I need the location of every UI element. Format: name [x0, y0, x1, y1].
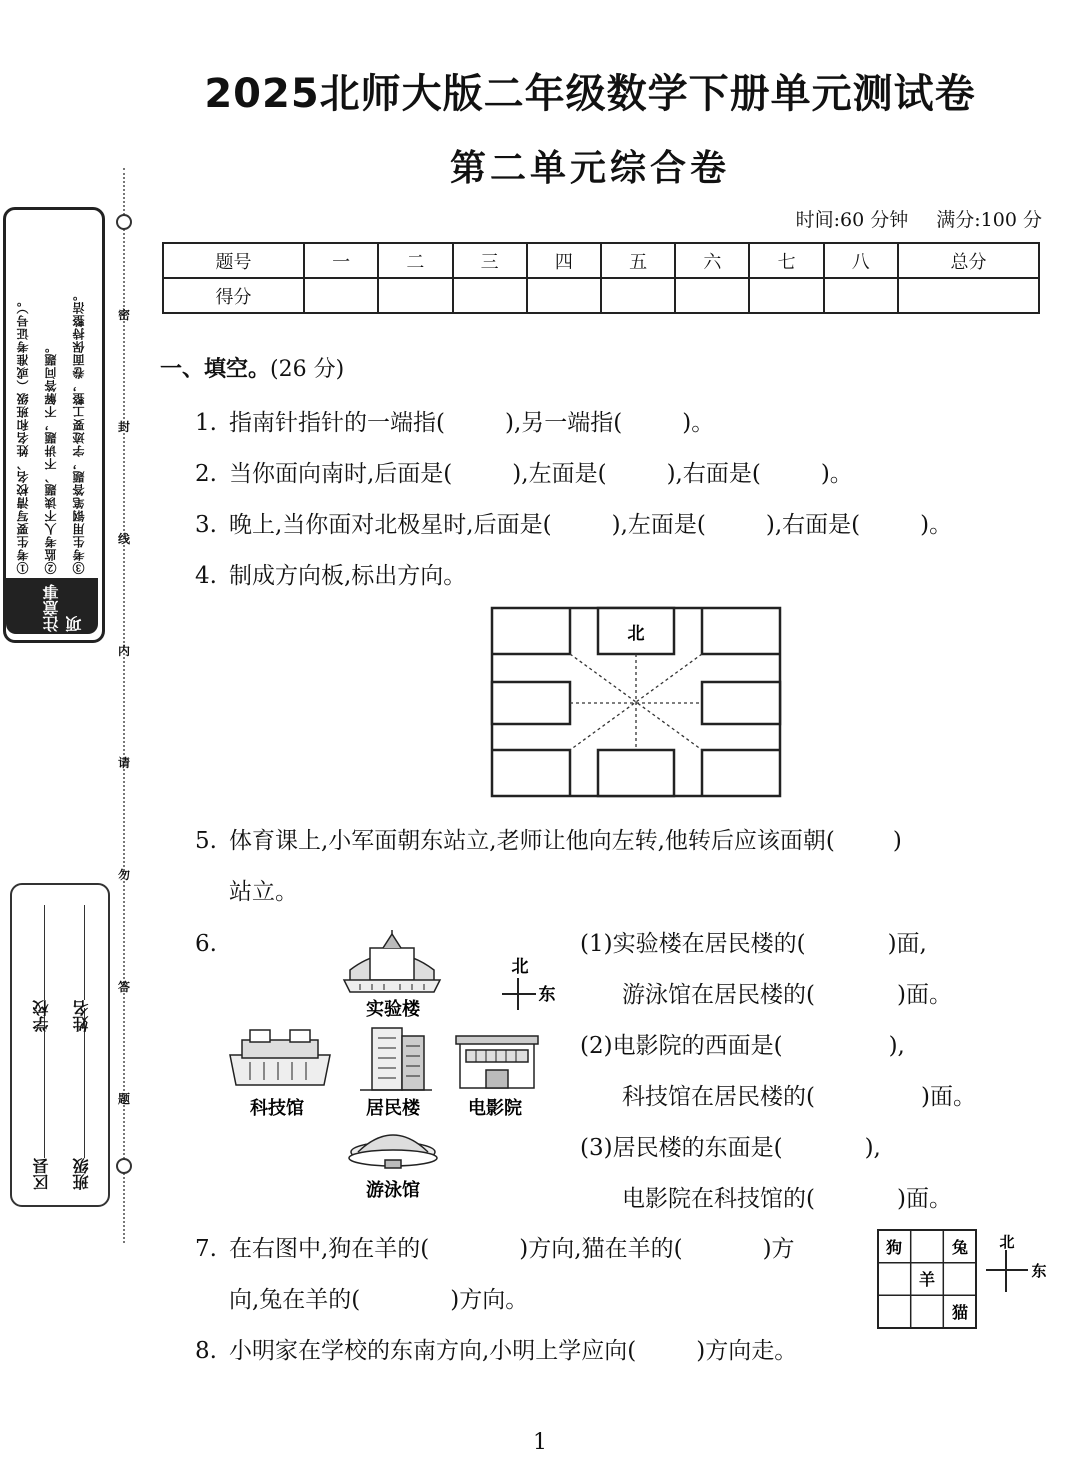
seal-char: 请: [118, 756, 131, 770]
question-number: 1.: [195, 410, 217, 436]
question-text: ),左面是(: [512, 461, 607, 487]
board-slot-south[interactable]: [598, 750, 674, 796]
grid-cat: 猫: [951, 1303, 969, 1322]
score-cell: 二: [378, 243, 452, 278]
score-cell: 得分: [163, 278, 304, 313]
seal-ring: [116, 214, 132, 230]
section-title: 一、填空。: [160, 356, 271, 382]
name-line[interactable]: [84, 905, 85, 1000]
q6-part3-line2: [622, 1180, 952, 1213]
field-name-label: 姓名: [72, 1000, 91, 1032]
exam-title: 2025北师大版二年级数学下册单元测试卷: [204, 71, 976, 117]
question-5-line2: 站立。: [229, 879, 298, 905]
compass-north: 北: [511, 957, 529, 977]
score-cell: 五: [601, 243, 675, 278]
question-text: (1)实验楼在居民楼的(: [580, 931, 806, 957]
student-info-box: [10, 883, 110, 1207]
seal-char: 密: [118, 308, 131, 322]
score-input-cell[interactable]: [453, 278, 527, 313]
seal-char: 封: [118, 420, 131, 434]
question-text: ),右面是(: [765, 512, 861, 538]
question-number: 3.: [195, 512, 217, 538]
score-cell: 题号: [163, 243, 304, 278]
seal-char: 答: [118, 980, 131, 994]
question-4: [195, 557, 466, 590]
score-input-cell[interactable]: [304, 278, 378, 313]
score-table: [162, 242, 1040, 314]
exam-subtitle: 第二单元综合卷: [449, 148, 730, 189]
score-input-cell[interactable]: [378, 278, 452, 313]
question-text: )方向。: [450, 1287, 529, 1313]
building-map: [220, 930, 565, 1205]
score-cell: 七: [749, 243, 823, 278]
question-text: )。: [820, 461, 853, 487]
score-input-cell[interactable]: [675, 278, 749, 313]
question-text: 制成方向板,标出方向。: [229, 563, 467, 589]
swimming-pool-label: 游泳馆: [366, 1180, 420, 1201]
section-points: (26 分): [270, 357, 345, 382]
score-cell: 三: [453, 243, 527, 278]
question-text: )方: [762, 1236, 795, 1262]
question-text: ): [892, 828, 902, 854]
question-text: ),另一端指(: [504, 410, 623, 436]
residential-building-label: 居民楼: [366, 1098, 420, 1119]
question-text: 小明家在学校的东南方向,小明上学应向(: [229, 1338, 637, 1364]
question-text: 当你面向南时,后面是(: [229, 461, 453, 487]
score-table-header-row: [163, 243, 1039, 278]
score-input-cell[interactable]: [527, 278, 601, 313]
question-7: [195, 1230, 795, 1263]
score-input-cell[interactable]: [898, 278, 1039, 313]
grid-sheep: 羊: [918, 1270, 936, 1289]
q6-part2-line2: [622, 1078, 976, 1111]
tech-museum-label: 科技馆: [250, 1098, 304, 1119]
seal-line: [123, 168, 125, 1243]
question-number: 2.: [195, 461, 217, 487]
seal-char: 线: [118, 532, 131, 546]
question-1: [195, 404, 714, 437]
compass-east: 东: [538, 985, 556, 1005]
lab-building-label: 实验楼: [366, 999, 420, 1020]
board-slot-west[interactable]: [492, 682, 570, 724]
seal-char: 勿: [118, 868, 131, 882]
residential-building-icon: [360, 1028, 432, 1090]
question-text: 游泳馆在居民楼的(: [622, 982, 815, 1008]
grid-compass-north: 北: [999, 1233, 1015, 1251]
question-text: (3)居民楼的东面是(: [580, 1135, 783, 1161]
question-text: )。: [920, 512, 953, 538]
question-number: 5.: [195, 828, 217, 854]
question-7-line2: [229, 1281, 528, 1314]
note-item: ②监考人不读题、不讲题，不解答问题。: [44, 340, 58, 574]
question-text: 指南针指针的一端指(: [229, 410, 445, 436]
question-5: [195, 822, 902, 855]
q6-part1-line1: [580, 925, 927, 958]
score-input-cell[interactable]: [824, 278, 898, 313]
compass-icon: [502, 978, 536, 1010]
score-cell: 八: [824, 243, 898, 278]
question-number: 4.: [195, 563, 217, 589]
cinema-icon: [456, 1036, 538, 1088]
q6-part2-line1: [580, 1027, 905, 1060]
score-table-score-row: [163, 278, 1039, 313]
grid-dog: 狗: [885, 1238, 903, 1257]
question-text: 在右图中,狗在羊的(: [229, 1236, 430, 1262]
question-3: [195, 506, 952, 539]
grid-compass-icon: [986, 1250, 1028, 1292]
board-slot-east[interactable]: [702, 682, 780, 724]
notes-title-box: [6, 578, 98, 634]
page-number: 1: [533, 1430, 547, 1455]
question-text: )方向走。: [696, 1338, 798, 1364]
score-cell: 总分: [898, 243, 1039, 278]
score-cell: 四: [527, 243, 601, 278]
question-text: )方向,猫在羊的(: [519, 1236, 683, 1262]
note-item: ①考生要写清校名、姓名和班级（或准考证号）。: [16, 294, 30, 574]
score-input-cell[interactable]: [749, 278, 823, 313]
seal-char: 题: [118, 1092, 131, 1106]
score-cell: 一: [304, 243, 378, 278]
lab-building-icon: [344, 930, 440, 992]
q6-part1-line2: [622, 976, 952, 1009]
question-text: ),: [864, 1135, 881, 1161]
section-heading: [160, 352, 344, 383]
question-text: 向,兔在羊的(: [229, 1287, 361, 1313]
note-item: ③考生用钢笔答题，字迹要工整，卷面保持整洁。: [72, 288, 86, 574]
grid-compass-east: 东: [1031, 1262, 1047, 1280]
time-limit: 时间:60 分钟: [795, 209, 909, 231]
question-text: (2)电影院的西面是(: [580, 1033, 783, 1059]
board-north-label: 北: [627, 624, 645, 644]
question-text: )面。: [896, 982, 952, 1008]
field-class-label: 班级: [72, 1158, 91, 1190]
school-line[interactable]: [44, 905, 45, 1000]
question-text: )。: [682, 410, 715, 436]
question-text: 科技馆在居民楼的(: [622, 1084, 815, 1110]
seal-ring: [116, 1158, 132, 1174]
question-text: )面。: [896, 1186, 952, 1212]
field-school-label: 学校: [32, 1000, 51, 1032]
animal-grid: [876, 1228, 1056, 1332]
question-text: )面。: [920, 1084, 976, 1110]
seal-char: 内: [118, 644, 131, 658]
q6-part3-line1: [580, 1129, 881, 1162]
question-text: ),右面是(: [666, 461, 761, 487]
question-text: ),左面是(: [611, 512, 706, 538]
tech-museum-icon: [230, 1030, 330, 1085]
field-district-label: 区县: [32, 1158, 51, 1190]
notes-title: 注意事项: [42, 584, 84, 632]
full-score: 满分:100 分: [936, 209, 1042, 231]
question-text: 电影院在科技馆的(: [622, 1186, 815, 1212]
question-2: [195, 455, 853, 488]
grid-rabbit: 兔: [951, 1238, 969, 1257]
question-6-number: 6.: [195, 931, 217, 957]
score-input-cell[interactable]: [601, 278, 675, 313]
cinema-label: 电影院: [468, 1098, 522, 1119]
question-text: )面,: [887, 931, 927, 957]
direction-board: [490, 606, 782, 798]
question-text: 晚上,当你面对北极星时,后面是(: [229, 512, 552, 538]
swimming-pool-icon: [349, 1135, 437, 1168]
question-text: 体育课上,小军面朝东站立,老师让他向左转,他转后应该面朝(: [229, 828, 835, 854]
score-cell: 六: [675, 243, 749, 278]
question-text: ),: [888, 1033, 905, 1059]
question-number: 8.: [195, 1338, 217, 1364]
question-number: 7.: [195, 1236, 217, 1262]
question-8: [195, 1332, 797, 1365]
exam-meta: [774, 205, 1042, 232]
